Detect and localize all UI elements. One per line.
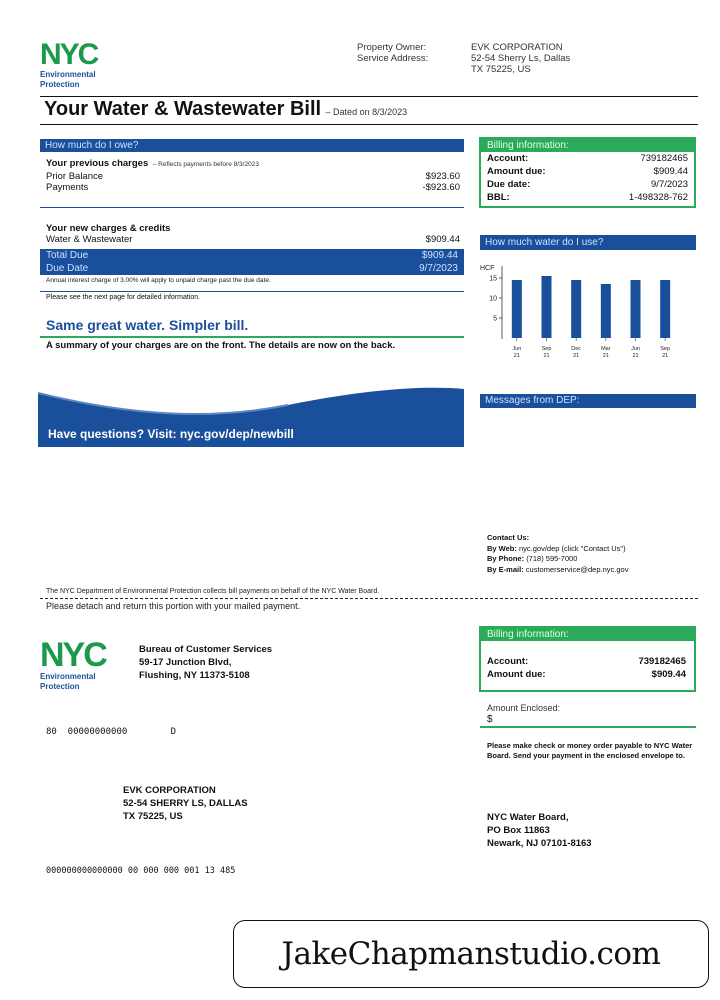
customer-line2: 52-54 SHERRY LS, DALLAS	[123, 798, 248, 809]
property-info	[357, 42, 570, 75]
promo-rule	[40, 336, 464, 338]
x-tick-label-year: 21	[602, 353, 609, 359]
stub-amount-label: Amount due:	[487, 669, 546, 680]
water-board-address	[487, 811, 592, 850]
bureau-line2: 59-17 Junction Blvd,	[139, 657, 232, 668]
title-rule-bottom	[40, 124, 698, 125]
stub-nyc-logo	[40, 638, 106, 692]
promo-banner-link[interactable]: Have questions? Visit: nyc.gov/dep/newbill	[48, 427, 294, 441]
usage-bar	[571, 280, 581, 338]
usage-bar	[631, 280, 641, 338]
bureau-address	[139, 643, 272, 682]
logo-line1: Environmental	[40, 70, 96, 79]
payments-row	[46, 182, 460, 193]
scan-line-top: 80 00000000000 D	[46, 727, 177, 737]
stub-logo-mark: NYC	[40, 636, 106, 674]
x-tick-label-month: Sep	[660, 346, 671, 352]
stub-account-row	[487, 655, 686, 668]
detach-line	[40, 598, 698, 599]
account-value: 739182465	[640, 153, 688, 164]
watermark-box	[233, 920, 709, 988]
contact-web-link[interactable]: nyc.gov/dep (click "Contact Us")	[518, 543, 626, 553]
usage-heading: How much water do I use?	[480, 235, 696, 250]
stub-logo-line1: Environmental	[40, 672, 96, 681]
promo-headline: Same great water. Simpler bill.	[46, 317, 249, 333]
total-due-value: $909.44	[421, 250, 458, 261]
total-due-label: Total Due	[46, 250, 89, 261]
stub-billing-heading: Billing information:	[481, 628, 694, 641]
bureau-line3: Flushing, NY 11373-5108	[139, 670, 250, 681]
prior-balance-value: $923.60	[425, 171, 460, 182]
duedate-value: 9/7/2023	[651, 179, 688, 190]
stub-account-label: Account:	[487, 656, 529, 667]
bill-dated: – Dated on 8/3/2023	[325, 107, 408, 117]
instructions-payee: NYC Water Board.	[487, 741, 693, 760]
address-line2: TX 75225, US	[471, 64, 531, 75]
usage-chart	[480, 258, 696, 370]
interest-note: Annual interest charge of 3.00% will apply to unpaid charge past the due date.	[46, 277, 271, 284]
billing-bbl-row	[487, 191, 688, 204]
instructions-pre: Please make check or money order payable to	[487, 741, 654, 750]
stub-amount-value: $909.44	[651, 669, 686, 680]
bbl-label: BBL:	[487, 192, 510, 203]
y-tick-label: 10	[489, 295, 497, 303]
next-page-note: Please see the next page for detailed information.	[46, 294, 201, 301]
address-line1: 52-54 Sherry Ls, Dallas	[471, 53, 571, 64]
x-tick-label-year: 21	[573, 353, 580, 359]
prior-balance-row	[46, 171, 460, 182]
board-line3: Newark, NJ 07101-8163	[487, 838, 592, 849]
ww-value: $909.44	[425, 234, 460, 245]
due-date-value: 9/7/2023	[419, 263, 458, 274]
billing-duedate-row	[487, 178, 688, 191]
due-date-label: Due Date	[46, 263, 89, 274]
detach-note: Please detach and return this portion with your mailed payment.	[46, 601, 301, 611]
account-label: Account:	[487, 153, 529, 164]
owe-heading: How much do I owe?	[40, 139, 464, 152]
payments-label: Payments	[46, 182, 89, 193]
x-tick-label-year: 21	[632, 353, 639, 359]
address-label: Service Address:	[357, 53, 429, 64]
customer-line1: EVK CORPORATION	[123, 785, 216, 796]
customer-line3: TX 75225, US	[123, 811, 183, 822]
x-tick-label-month: Sep	[541, 346, 552, 352]
nyc-dep-logo	[40, 40, 97, 90]
payments-value: -$923.60	[422, 182, 460, 193]
watermark-text: JakeChapmanstudio.com	[281, 936, 661, 972]
x-tick-label-month: Jun	[631, 346, 640, 352]
bill-title-main: Your Water & Wastewater Bill	[44, 98, 322, 120]
usage-bar	[512, 280, 522, 338]
amount-enclosed-field[interactable]: $	[487, 714, 493, 725]
billing-info-heading: Billing information:	[481, 139, 694, 152]
y-tick-label: 5	[493, 315, 497, 323]
title-rule-top	[40, 96, 698, 97]
stub-amount-row	[487, 668, 686, 681]
bill-title	[44, 98, 407, 121]
owner-value: EVK CORPORATION	[471, 42, 563, 53]
water-wastewater-row	[46, 234, 460, 245]
x-tick-label-month: Dec	[571, 346, 582, 352]
board-line1: NYC Water Board,	[487, 812, 569, 823]
x-tick-label-month: Mar	[601, 346, 611, 352]
customer-mailing-address	[123, 784, 248, 823]
instructions-post: Send your payment in the enclosed envelope to.	[510, 751, 685, 760]
messages-heading: Messages from DEP:	[480, 394, 696, 408]
amount-label: Amount due:	[487, 166, 546, 177]
prev-charges-note: – Reflects payments before 8/3/2023	[152, 161, 259, 168]
ww-label: Water & Wastewater	[46, 234, 133, 245]
stub-logo-line2: Protection	[40, 682, 80, 691]
x-tick-label-month: Jun	[512, 346, 522, 352]
charges-divider	[40, 291, 464, 292]
y-tick-label: 15	[489, 275, 497, 283]
usage-bar	[660, 280, 670, 338]
billing-info-box	[479, 137, 696, 208]
contact-web-label: By Web:	[487, 543, 517, 553]
usage-bar	[601, 284, 611, 338]
contact-title: Contact Us:	[487, 533, 530, 542]
stub-account-value: 739182465	[638, 656, 686, 667]
billing-account-row	[487, 152, 688, 165]
contact-email-link[interactable]: customerservice@dep.nyc.gov	[525, 564, 629, 574]
scan-line-bottom: 000000000000000 00 000 000 001 13 485	[46, 866, 236, 876]
contact-block	[487, 533, 628, 575]
footer-note: The NYC Department of Environmental Protection collects bill payments on behalf of the NYC Water Board.	[46, 588, 380, 595]
owe-divider	[40, 207, 464, 208]
board-line2: PO Box 11863	[487, 825, 550, 836]
billing-amount-row	[487, 165, 688, 178]
due-date-row	[46, 262, 458, 275]
contact-phone-label: By Phone:	[487, 554, 525, 563]
amount-enclosed-rule	[480, 726, 696, 728]
logo-line2: Protection	[40, 80, 80, 89]
new-charges-heading: Your new charges & credits	[46, 223, 171, 234]
prior-balance-label: Prior Balance	[46, 171, 104, 182]
contact-email-label: By E-mail:	[487, 564, 524, 574]
payment-instructions	[487, 741, 697, 761]
bureau-line1: Bureau of Customer Services	[139, 644, 273, 655]
total-due-row	[46, 249, 458, 262]
promo-body: A summary of your charges are on the front. The details are now on the back.	[46, 340, 396, 351]
y-axis-label: HCF	[480, 265, 495, 272]
prev-charges-label: Your previous charges	[46, 158, 149, 169]
duedate-label: Due date:	[487, 179, 531, 190]
contact-phone: (718) 595-7000	[526, 554, 578, 563]
bbl-value: 1-498328-762	[628, 192, 688, 203]
logo-mark: NYC	[40, 38, 98, 71]
stub-billing-box	[479, 626, 696, 692]
usage-bar	[542, 276, 552, 338]
x-tick-label-year: 21	[543, 353, 550, 359]
total-due-band	[40, 249, 464, 275]
owner-label: Property Owner:	[357, 42, 427, 53]
amount-value: $909.44	[653, 166, 688, 177]
amount-enclosed-label: Amount Enclosed:	[487, 703, 561, 713]
x-tick-label-year: 21	[662, 353, 669, 359]
x-tick-label-year: 21	[513, 353, 520, 359]
